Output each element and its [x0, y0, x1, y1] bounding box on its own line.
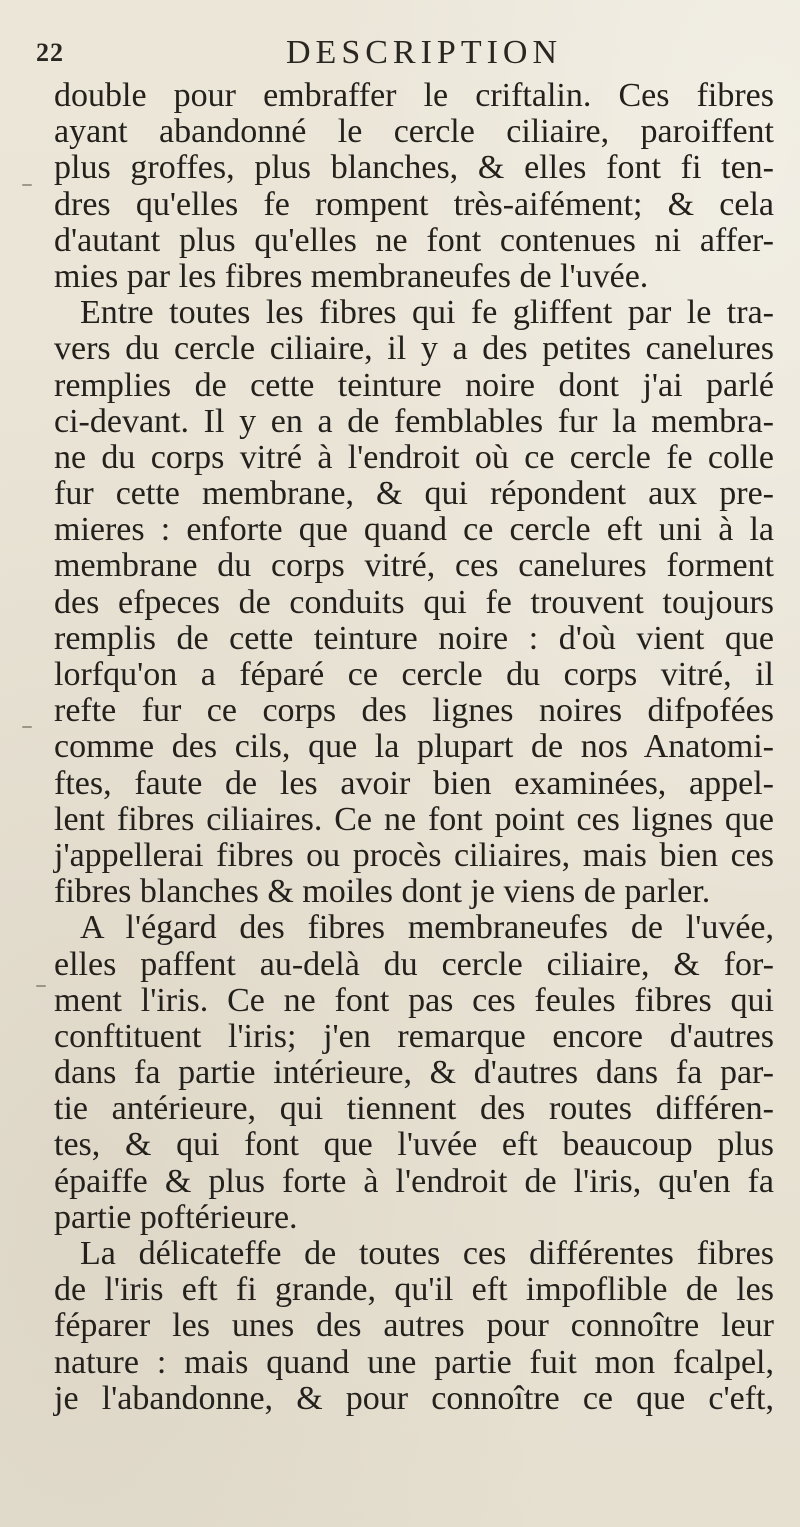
text-line: remplies de cette teinture noire dont j'ai parlé — [54, 366, 774, 404]
text-line: mieres : enforte que quand ce cercle eft uni à la — [54, 511, 774, 549]
text-line: fibres blanches & moiles dont je viens de parler. — [54, 873, 711, 911]
text-line: fur cette membrane, & qui répondent aux pre- — [54, 475, 774, 513]
body-text — [54, 78, 774, 1417]
text-line: elles paffent au-delà du cercle ciliaire, & for- — [54, 945, 774, 983]
text-line: ftes, faute de les avoir bien examinées, appel- — [54, 764, 774, 802]
ink-speck — [22, 184, 32, 186]
text-line: lorfqu'on a féparé ce cercle du corps vitré, il — [54, 656, 774, 693]
text-line: féparer les unes des autres pour connoître leur — [54, 1307, 774, 1345]
text-line: A l'égard des fibres membraneufes de l'uvée, — [80, 909, 774, 947]
text-line: membrane du corps vitré, ces canelures forment — [54, 547, 774, 585]
text-line: La délicateffe de toutes ces différentes fibres — [80, 1235, 774, 1272]
text-line: mies par les fibres membraneufes de l'uvée. — [54, 257, 649, 295]
text-line: dres qu'elles fe rompent très-aifément; & cela — [54, 185, 774, 223]
text-line: plus groffes, plus blanches, & elles font fi ten- — [54, 149, 774, 187]
text-line: Entre toutes les fibres qui fe gliffent par le tra- — [80, 294, 774, 332]
text-line: tie antérieure, qui tiennent des routes différen- — [54, 1090, 774, 1128]
ink-speck — [22, 726, 32, 728]
text-line: refte fur ce corps des lignes noires difpofées — [54, 692, 774, 730]
text-line: ci-devant. Il y en a de femblables fur la membra- — [54, 402, 774, 440]
text-line: remplis de cette teinture noire : d'où vient que — [54, 619, 774, 657]
text-line: comme des cils, que la plupart de nos Anatomi- — [54, 728, 774, 766]
page-header — [24, 36, 776, 76]
text-line: tes, & qui font que l'uvée eft beaucoup plus — [54, 1126, 774, 1164]
text-line: d'autant plus qu'elles ne font contenues ni affer- — [54, 221, 774, 259]
text-line: double pour embraffer le criftalin. Ces fibres — [54, 77, 774, 114]
text-line: j'appellerai fibres ou procès ciliaires, mais bien ces — [54, 836, 774, 874]
running-head: DESCRIPTION — [286, 34, 563, 71]
page-number: 22 — [36, 38, 64, 67]
text-line: partie poftérieure. — [54, 1198, 298, 1236]
text-line: ne du corps vitré à l'endroit où ce cercle fe colle — [54, 438, 774, 476]
text-line: je l'abandonne, & pour connoître ce que c'eft, — [54, 1379, 774, 1417]
text-line: ayant abandonné le cercle ciliaire, paroiffent — [54, 113, 774, 151]
text-line: lent fibres ciliaires. Ce ne font point ces lignes que — [54, 800, 774, 838]
text-line: vers du cercle ciliaire, il y a des petites canelures — [54, 330, 774, 368]
text-line: dans fa partie intérieure, & d'autres dans fa par- — [54, 1054, 774, 1092]
text-line: conftituent l'iris; j'en remarque encore d'autres — [54, 1017, 774, 1055]
text-line: de l'iris eft fi grande, qu'il eft impoflible de les — [54, 1271, 774, 1309]
text-line: épaiffe & plus forte à l'endroit de l'iris, qu'en fa — [54, 1162, 774, 1200]
text-line: nature : mais quand une partie fuit mon fcalpel, — [54, 1343, 774, 1381]
ink-speck — [36, 985, 46, 987]
text-line: ment l'iris. Ce ne font pas ces feules fibres qui — [54, 981, 774, 1019]
text-line: des efpeces de conduits qui fe trouvent toujours — [54, 583, 774, 621]
